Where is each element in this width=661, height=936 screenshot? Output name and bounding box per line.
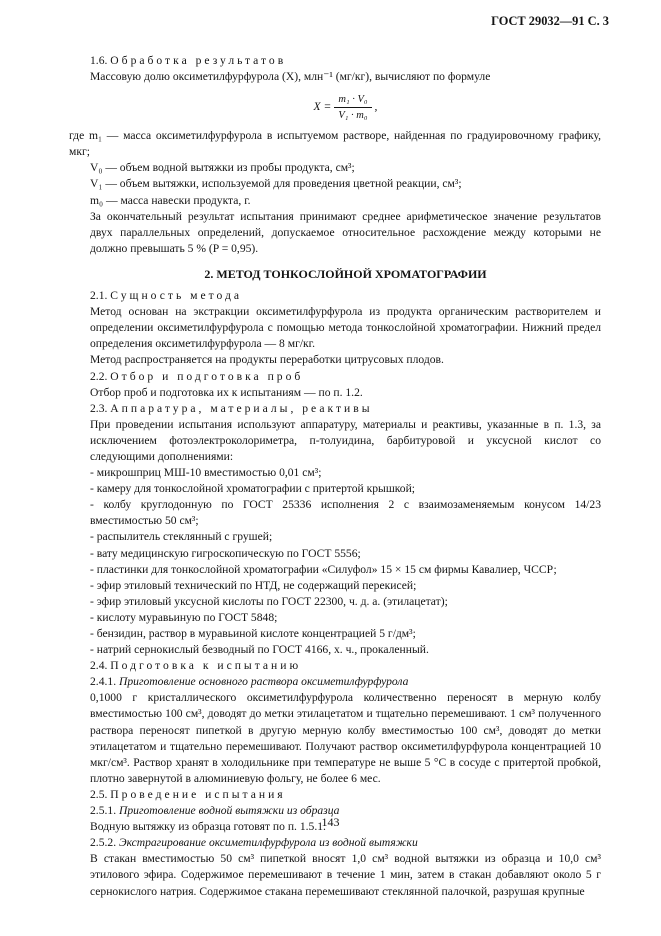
equipment-item: - пластинки для тонкослойной хроматографии «Силуфол» 15 × 15 см фирмы Кавалиер, ЧССР; (90, 562, 557, 576)
water-extract-text: Водную вытяжку из образца готовят по п. 1.5.1. (90, 820, 326, 834)
stock-solution-text: 0,1000 г кристаллического оксиметилфурфурола количественно переносят в мерную колбу вместимостью 100 см³, доводят до метки этилацетатом и тщательно перемешивают. 1 см³ полученного раствора переносят пипеткой в другую мерную колбу вместимостью 100 см³, доводят до метки этилацетатом и тщательно перемешивают. Получают раствор оксиметилфурфурола концентрацией 10 мкг/см³. Раствор хранят в холодильнике при температуре не выше 5 °С в сосуде с притертой пробкой, плотно завернутой в алюминиевую фольгу, не более 6 мес. (90, 691, 601, 785)
section-2-3-heading: 2.3. Аппаратура, материалы, реактивы (90, 401, 373, 415)
section-2-5-heading: 2.5. Проведение испытания (90, 787, 286, 801)
extraction-text: В стакан вместимостью 50 см³ пипеткой вносят 1,0 см³ водной вытяжки из образца и 10,0 см³ этилового эфира. Содержимое перемешивают в течение 1 мин, затем в стакан добавляют около 5 г сернокислого натрия. Содержимое стакана перемешивают стеклянной палочкой, разрушая крупные (90, 852, 601, 898)
formula-intro: Массовую долю оксиметилфурфурола (X), млн⁻¹ (мг/кг), вычисляют по формуле (90, 70, 491, 84)
final-result-paragraph: За окончательный результат испытания принимают среднее арифметическое значение результатов двух параллельных определений, допускаемое относительное расхождение между которыми не должно превышать 5 % (P = 0,95). (90, 209, 601, 255)
where-m1: где m₁ — масса оксиметилфурфурола в испытуемом растворе, найденная по градуировочному графику, мкг; (69, 129, 601, 159)
section-2-4-1-heading: 2.4.1. Приготовление основного раствора оксиметилфурфурола (90, 675, 409, 689)
equipment-item: - микрошприц МШ-10 вместимостью 0,01 см³; (90, 466, 322, 480)
subsection-title: Экстрагирование оксиметилфурфурола из водной вытяжки (119, 836, 418, 850)
section-2-2-heading: 2.2. Отбор и подготовка проб (90, 369, 304, 383)
document-body (69, 53, 601, 900)
sampling-text: Отбор проб и подготовка их к испытаниям — по п. 1.2. (90, 385, 363, 399)
section-2-1-heading: 2.1. Сущность метода (90, 289, 243, 303)
method-principle: Метод основан на экстракции оксиметилфурфурола из продукта органическим растворителем и определении оксиметилфурфурола с помощью метода тонкослойной хроматографии. Нижний предел определения оксиметилфурфурола — 8 мг/кг. (90, 305, 601, 351)
section-2-5-1-heading: 2.5.1. Приготовление водной вытяжки из образца (90, 804, 340, 818)
subsection-title: Приготовление водной вытяжки из образца (119, 804, 340, 818)
equipment-item: - вату медицинскую гигроскопическую по ГОСТ 5556; (90, 546, 361, 560)
formula-numerator: m₁ · V₀ (334, 93, 371, 108)
section-title: Обработка результатов (110, 54, 287, 67)
equipment-item: - эфир этиловый технический по НТД, не содержащий перекисей; (90, 578, 417, 592)
section-1-6-heading: 1.6. Обработка результатов (90, 54, 287, 67)
equipment-item: - кислоту муравьиную по ГОСТ 5848; (90, 610, 278, 624)
where-v1: V₁ — объем вытяжки, используемой для проведения цветной реакции, см³; (90, 177, 462, 191)
equipment-item: - бензидин, раствор в муравьиной кислоте концентрацией 5 г/дм³; (90, 627, 416, 640)
equipment-intro: При проведении испытания используют аппаратуру, материалы и реактивы, указанные в п. 1.3, за исключением фотоэлектроколориметра, п-толуидина, барбитуровой и уксусной кислот со следующими дополнениями: (90, 417, 601, 463)
section-title: Аппаратура, материалы, реактивы (110, 401, 373, 415)
page-header: ГОСТ 29032—91 С. 3 (491, 14, 609, 28)
section-title: Сущность метода (110, 289, 243, 303)
page-number: 143 (321, 815, 340, 829)
formula-fraction (334, 93, 371, 122)
equipment-item: - камеру для тонкослойной хроматографии с притертой крышкой; (90, 482, 416, 496)
section-title: Проведение испытания (110, 787, 286, 801)
equipment-item: - эфир этиловый уксусной кислоты по ГОСТ 22300, ч. д. а. (этилацетат); (90, 594, 448, 608)
section-title: Подготовка к испытанию (110, 659, 302, 673)
formula-denominator: V₁ · m₀ (338, 109, 368, 121)
section-2-5-2-heading: 2.5.2. Экстрагирование оксиметилфурфурола из водной вытяжки (90, 836, 418, 850)
section-title: Отбор и подготовка проб (110, 369, 304, 383)
equipment-item: - натрий сернокислый безводный по ГОСТ 4166, х. ч., прокаленный. (90, 643, 429, 657)
section-2-title: 2. МЕТОД ТОНКОСЛОЙНОЙ ХРОМАТОГРАФИИ (204, 266, 487, 281)
equipment-item: - колбу круглодонную по ГОСТ 25336 исполнения 2 с взаимозаменяемым конусом 14/23 вместимостью 50 см³; (90, 498, 601, 528)
where-v0: V₀ — объем водной вытяжки из пробы продукта, см³; (90, 161, 355, 175)
where-m0: m₀ — масса навески продукта, г. (90, 193, 251, 207)
method-scope: Метод распространяется на продукты переработки цитрусовых плодов. (90, 353, 444, 367)
formula: X = $\frac{\text{m₁ · V₀}}{\text{V₁ · m₀}}$ , (313, 93, 378, 121)
section-2-4-heading: 2.4. Подготовка к испытанию (90, 659, 302, 673)
equipment-item: - распылитель стеклянный с грушей; (90, 530, 273, 544)
subsection-title: Приготовление основного раствора оксиметилфурфурола (119, 675, 409, 689)
